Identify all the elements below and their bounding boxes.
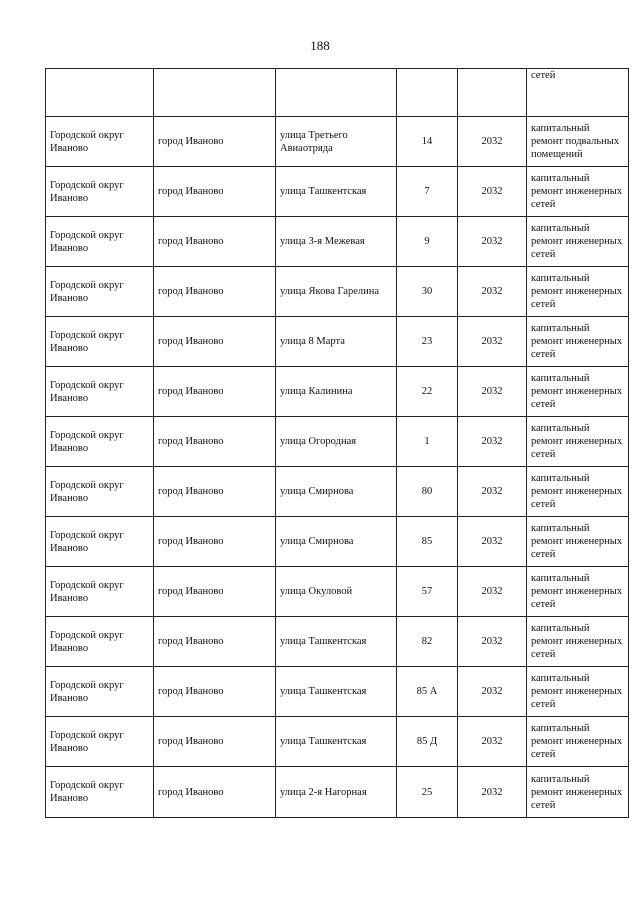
cell-district: Городской округ Иваново <box>46 767 154 818</box>
table-row <box>46 667 629 717</box>
cell-street: улица Якова Гарелина <box>276 267 397 317</box>
cell-district: Городской округ Иваново <box>46 617 154 667</box>
cell-street: улица Смирнова <box>276 517 397 567</box>
cell-year: 2032 <box>458 517 527 567</box>
cell-district: Городской округ Иваново <box>46 467 154 517</box>
cell-house: 23 <box>397 317 458 367</box>
cell-street: улица Смирнова <box>276 467 397 517</box>
cell-house: 30 <box>397 267 458 317</box>
table-row <box>46 617 629 667</box>
cell-city: город Иваново <box>154 567 276 617</box>
cell-year: 2032 <box>458 217 527 267</box>
cell-district: Городской округ Иваново <box>46 317 154 367</box>
cell-city: город Иваново <box>154 117 276 167</box>
cell-city: город Иваново <box>154 167 276 217</box>
cell-city: город Иваново <box>154 317 276 367</box>
cell-house: 57 <box>397 567 458 617</box>
cell-work: капитальный ремонт инженерных сетей <box>527 317 629 367</box>
cell-street: улица Третьего Авиаотряда <box>276 117 397 167</box>
table-row <box>46 717 629 767</box>
cell-city: город Иваново <box>154 617 276 667</box>
cell-house: 25 <box>397 767 458 818</box>
cell-year: 2032 <box>458 767 527 818</box>
cell-house: 14 <box>397 117 458 167</box>
cell-city: город Иваново <box>154 217 276 267</box>
cell-street: улица Ташкентская <box>276 617 397 667</box>
table-row <box>46 767 629 818</box>
cell-street: улица 2-я Нагорная <box>276 767 397 818</box>
cell-year: 2032 <box>458 667 527 717</box>
table-row <box>46 117 629 167</box>
cell-work: капитальный ремонт инженерных сетей <box>527 617 629 667</box>
cell-street: улица Калинина <box>276 367 397 417</box>
cell-city: город Иваново <box>154 517 276 567</box>
cell-city: город Иваново <box>154 667 276 717</box>
cell-year: 2032 <box>458 367 527 417</box>
cell-city: город Иваново <box>154 367 276 417</box>
cell-city: город Иваново <box>154 417 276 467</box>
cell-work: капитальный ремонт инженерных сетей <box>527 717 629 767</box>
cell-street: улица Ташкентская <box>276 167 397 217</box>
cell-district: Городской округ Иваново <box>46 117 154 167</box>
cell-district: Городской округ Иваново <box>46 517 154 567</box>
cell-house: 22 <box>397 367 458 417</box>
cell-year: 2032 <box>458 117 527 167</box>
cell-house <box>397 69 458 117</box>
cell-year: 2032 <box>458 617 527 667</box>
cell-work: капитальный ремонт инженерных сетей <box>527 417 629 467</box>
cell-work: капитальный ремонт инженерных сетей <box>527 667 629 717</box>
cell-district: Городской округ Иваново <box>46 217 154 267</box>
cell-year: 2032 <box>458 417 527 467</box>
repair-schedule-table <box>45 68 629 818</box>
cell-street: улица Окуловой <box>276 567 397 617</box>
cell-street <box>276 69 397 117</box>
cell-work: капитальный ремонт инженерных сетей <box>527 467 629 517</box>
cell-district: Городской округ Иваново <box>46 417 154 467</box>
cell-district <box>46 69 154 117</box>
table-row <box>46 367 629 417</box>
cell-house: 9 <box>397 217 458 267</box>
cell-house: 1 <box>397 417 458 467</box>
cell-year: 2032 <box>458 317 527 367</box>
cell-work: капитальный ремонт инженерных сетей <box>527 767 629 818</box>
cell-work: капитальный ремонт инженерных сетей <box>527 167 629 217</box>
cell-house: 80 <box>397 467 458 517</box>
cell-work: капитальный ремонт подвальных помещений <box>527 117 629 167</box>
table-row <box>46 517 629 567</box>
carryover-row <box>46 69 629 117</box>
cell-work: капитальный ремонт инженерных сетей <box>527 517 629 567</box>
table-row <box>46 217 629 267</box>
cell-city: город Иваново <box>154 767 276 818</box>
cell-year: 2032 <box>458 567 527 617</box>
cell-work: сетей <box>527 69 629 117</box>
cell-work: капитальный ремонт инженерных сетей <box>527 217 629 267</box>
table-row <box>46 417 629 467</box>
table-row <box>46 567 629 617</box>
cell-city <box>154 69 276 117</box>
table-row <box>46 317 629 367</box>
cell-district: Городской округ Иваново <box>46 567 154 617</box>
cell-year: 2032 <box>458 267 527 317</box>
cell-street: улица Огородная <box>276 417 397 467</box>
page-number: 188 <box>310 38 330 53</box>
cell-house: 85 А <box>397 667 458 717</box>
cell-house: 82 <box>397 617 458 667</box>
table-row <box>46 167 629 217</box>
cell-district: Городской округ Иваново <box>46 667 154 717</box>
cell-year: 2032 <box>458 167 527 217</box>
cell-work: капитальный ремонт инженерных сетей <box>527 267 629 317</box>
cell-street: улица 3-я Межевая <box>276 217 397 267</box>
cell-work: капитальный ремонт инженерных сетей <box>527 567 629 617</box>
cell-year: 2032 <box>458 467 527 517</box>
cell-year: 2032 <box>458 717 527 767</box>
cell-city: город Иваново <box>154 717 276 767</box>
cell-house: 7 <box>397 167 458 217</box>
cell-city: город Иваново <box>154 267 276 317</box>
table-row <box>46 267 629 317</box>
cell-district: Городской округ Иваново <box>46 267 154 317</box>
table-body <box>46 69 629 818</box>
cell-street: улица Ташкентская <box>276 667 397 717</box>
cell-street: улица 8 Марта <box>276 317 397 367</box>
table-row <box>46 467 629 517</box>
cell-work: капитальный ремонт инженерных сетей <box>527 367 629 417</box>
cell-district: Городской округ Иваново <box>46 367 154 417</box>
cell-district: Городской округ Иваново <box>46 167 154 217</box>
cell-house: 85 Д <box>397 717 458 767</box>
cell-year <box>458 69 527 117</box>
cell-house: 85 <box>397 517 458 567</box>
cell-street: улица Ташкентская <box>276 717 397 767</box>
cell-city: город Иваново <box>154 467 276 517</box>
cell-district: Городской округ Иваново <box>46 717 154 767</box>
